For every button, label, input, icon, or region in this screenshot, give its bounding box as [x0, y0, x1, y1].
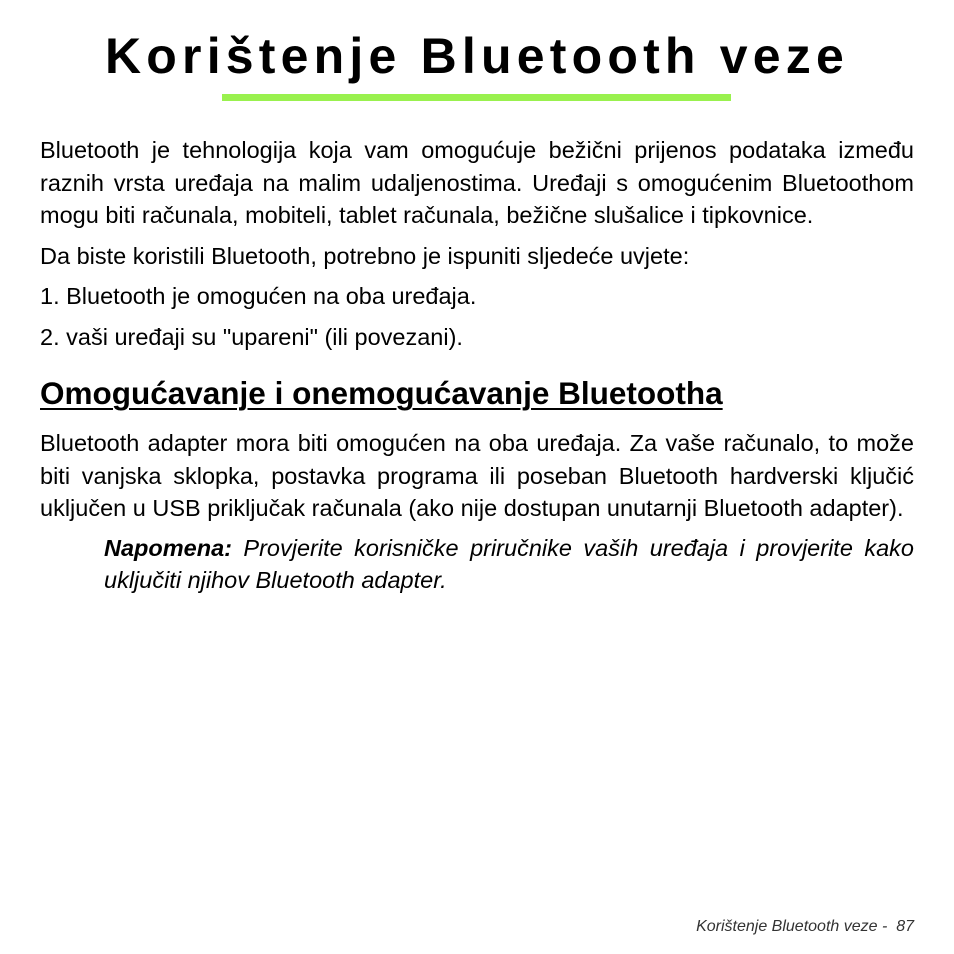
footer-page-number: 87 — [896, 918, 914, 935]
footer-separator: - — [877, 918, 897, 935]
conditions-intro: Da biste koristili Bluetooth, potrebno je ispuniti sljedeće uvjete: — [40, 242, 690, 269]
page-title: Korištenje Bluetooth veze — [105, 28, 849, 84]
note-text: Provjerite korisničke priručnike vaših uređaja i provjerite kako uključiti njihov Bluetooth adapter. — [104, 534, 914, 593]
note-label: Napomena: — [104, 534, 232, 561]
intro-paragraph: Bluetooth je tehnologija koja vam omogućuje bežični prijenos podataka između raznih vrsta uređaja na malim udaljenostima. Uređaji s omogućenim Bluetoothom mogu biti računala, mobiteli, tablet računala, bežične slušalice i tipkovnice. — [40, 137, 914, 228]
footer-section-name: Korištenje Bluetooth veze — [696, 918, 878, 935]
page-footer — [696, 917, 914, 937]
condition-item-2: 2. vaši uređaji su "upareni" (ili povezani). — [40, 323, 463, 350]
note — [104, 532, 914, 596]
content-area — [40, 134, 914, 596]
section-paragraph: Bluetooth adapter mora biti omogućen na oba uređaja. Za vaše računalo, to može biti vanjska sklopka, postavka programa ili poseban Bluetooth hardverski ključić uključen u USB priključak računala (ako nije dostupan unutarnji Bluetooth adapter). — [40, 430, 914, 521]
section-heading: Omogućavanje i onemogućavanje Bluetootha — [40, 375, 723, 411]
condition-item-1: 1. Bluetooth je omogućen na oba uređaja. — [40, 283, 477, 309]
title-underline — [222, 94, 731, 101]
